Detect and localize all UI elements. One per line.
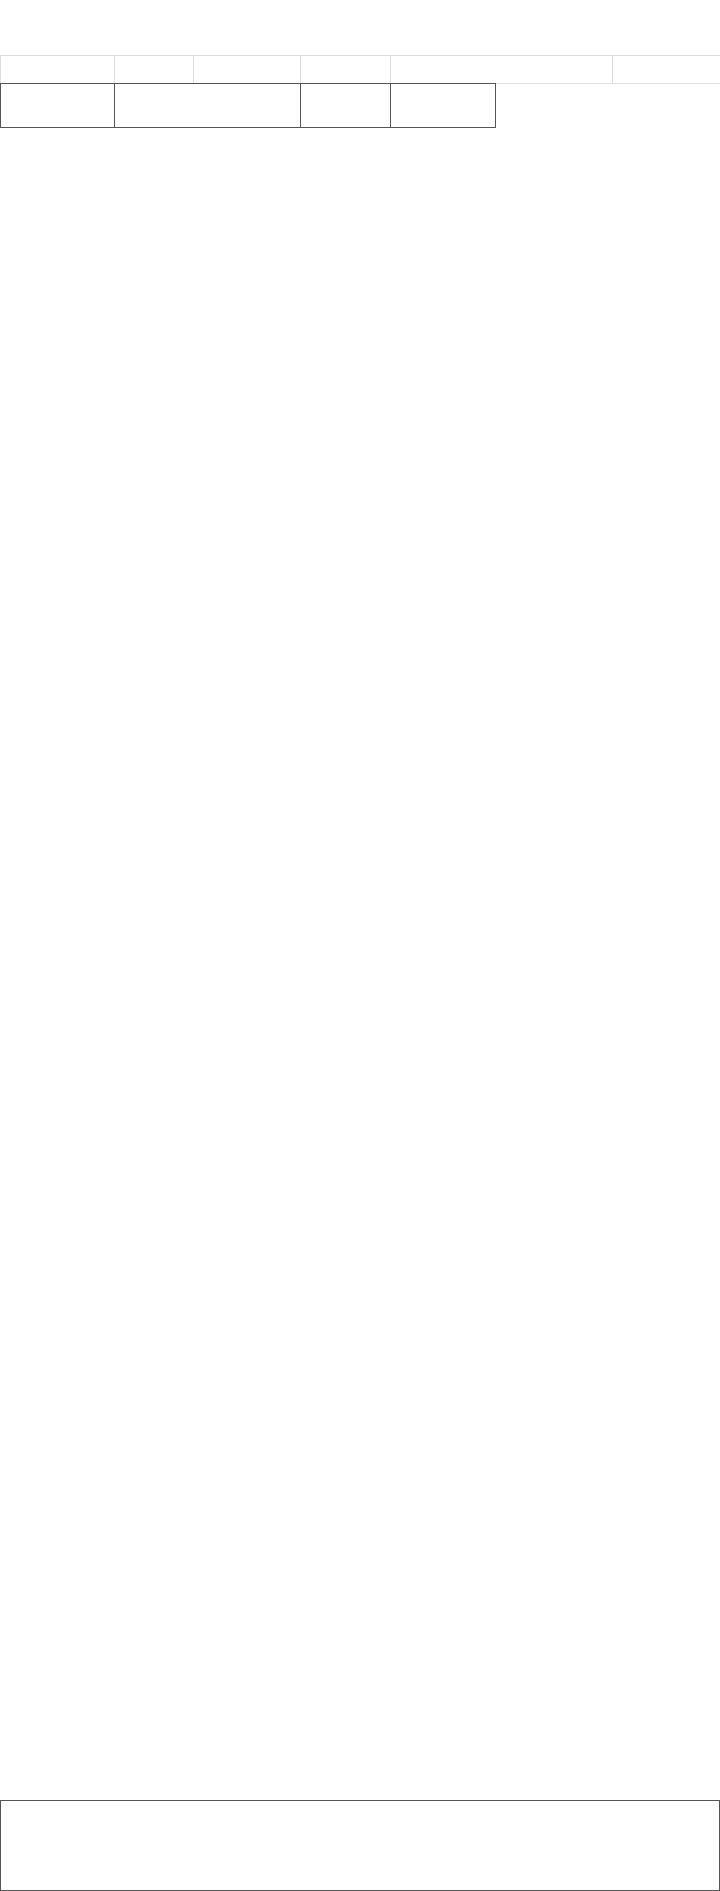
name-input[interactable]	[114, 83, 301, 128]
page-title	[0, 0, 720, 55]
county-input[interactable]	[114, 55, 194, 84]
township-input[interactable]	[300, 55, 391, 84]
township-label	[390, 55, 613, 84]
gender-label	[300, 83, 391, 128]
county-label	[193, 55, 301, 84]
notes	[0, 1800, 720, 1891]
name-label	[0, 83, 115, 128]
fill-unit-label	[0, 55, 115, 84]
gender-options	[390, 83, 496, 128]
village-label	[612, 55, 720, 84]
